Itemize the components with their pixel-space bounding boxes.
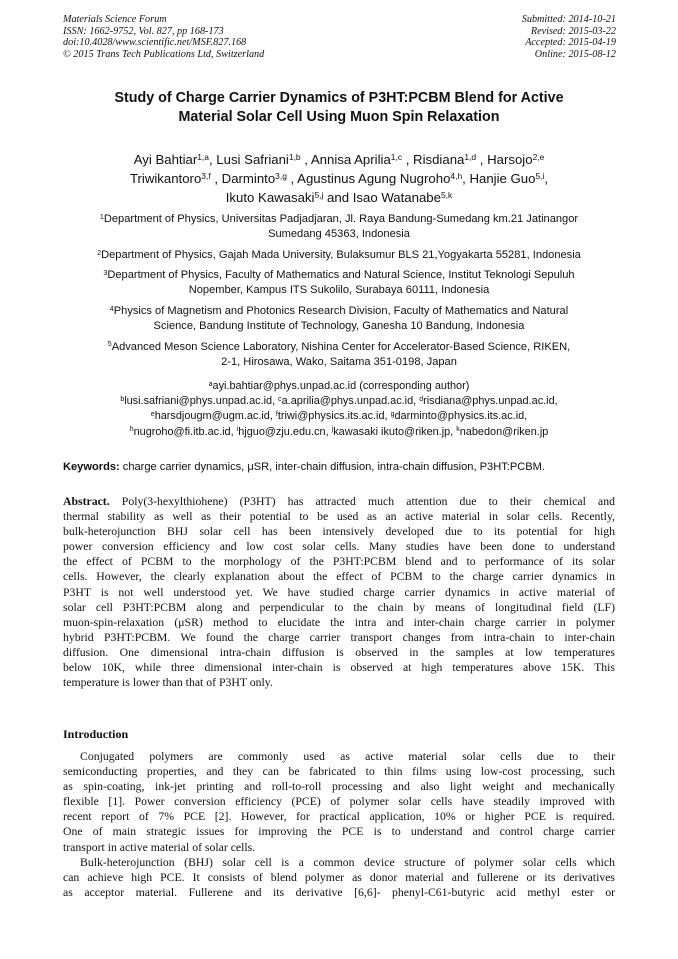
affiliation-number: 3 [103, 269, 108, 278]
affiliation-line: Nopember, Kampus ITS Sukolilo, Surabaya 60111, Indonesia [188, 284, 490, 297]
author-name: Hanjie Guo [469, 171, 536, 186]
author-name: Risdiana [413, 152, 465, 167]
body-line: recent report of 7% PCE [2]. However, for practical application, 10% or higher PCE is required. [63, 810, 615, 824]
author-name: Agustinus Agung Nugroho [297, 171, 451, 186]
email-tag: e [150, 411, 155, 419]
body-line: as acceptor material. Fullerene and its derivative [6,6]- phenyl-C61-butyric acid methyl ester or [63, 885, 615, 899]
affiliation-number: 2 [97, 248, 102, 257]
author-affil-mark: 1,c [390, 152, 403, 163]
author-affil-mark: 4,h [450, 171, 463, 182]
author-separator: , [300, 152, 311, 167]
email-tag: i [236, 426, 239, 434]
email-address: nabedon@riken.jp [459, 425, 549, 438]
author-name: Triwikantoro [129, 171, 202, 186]
abstract-line: bulk-heterojunction BHJ solar cell has been intensively developed due to its potential for high [63, 525, 615, 539]
author-name: Lusi Safriani [216, 152, 289, 167]
email-address: darminto@physics.its.ac.id, [394, 410, 528, 423]
affiliation-line: 2-1, Hirosawa, Wako, Saitama 351-0198, Japan [221, 355, 457, 368]
email-line [55, 394, 623, 409]
affiliation-5 [55, 340, 623, 370]
abstract-line: diffusion. One dimensional intra-chain diffusion is observed in the samples at low temperatures [63, 645, 615, 659]
affiliation-2 [55, 248, 623, 263]
date-online: Online: 2015-08-12 [534, 48, 616, 60]
author-emails [55, 379, 623, 440]
abstract-line: solar cell P3HT:PCBM along and perpendicular to the chain by means of longitudinal field (LF) [63, 600, 615, 614]
email-tag: f [275, 411, 278, 419]
email-line [55, 425, 623, 440]
abstract [63, 494, 615, 690]
affiliation-text: Physics of Magnetism and Photonics Research Division, Faculty of Mathematics and Natural [113, 304, 569, 317]
affiliation-text: Department of Physics, Gajah Mada University, Bulaksumur BLS 21,Yogyakarta 55281, Indonesia [101, 248, 581, 261]
author-row [40, 169, 638, 188]
affiliation-number: 4 [109, 304, 114, 313]
affiliation-line [55, 268, 623, 283]
email-address: harsdjougm@ugm.ac.id, [154, 410, 276, 423]
journal-doi: doi:10.4028/www.scientific.net/MSF.827.168 [63, 37, 247, 49]
affiliation-4 [55, 304, 623, 334]
abstract-line: thermal stability as well as their potential to be used as an active material in solar cells. Recently, [63, 510, 615, 524]
date-revised: Revised: 2015-03-22 [530, 25, 616, 37]
title-line: Study of Charge Carrier Dynamics of P3HT:PCBM Blend for Active [114, 90, 564, 106]
author-affil-mark: 5,j [314, 190, 324, 201]
body-line: flexible [1]. Power conversion efficiency (PCE) of polymer solar cells have steadily improved with [63, 795, 615, 809]
body-line: Bulk-heterojunction (BHJ) solar cell is a common device structure of polymer solar cells which [80, 855, 615, 869]
author-affil-mark: 5,i [535, 171, 545, 182]
email-address: risdiana@phys.unpad.ac.id, [423, 395, 558, 408]
email-tag: h [129, 426, 134, 434]
author-affil-mark: 5,k [440, 190, 453, 201]
author-separator: , [462, 171, 470, 186]
body-line: semiconducting properties, and they can be fabricated to thin films using low-cost processing, such [63, 765, 615, 779]
email-address: ayi.bahtiar@phys.unpad.ac.id (corresponding author) [212, 380, 470, 392]
journal-issn: ISSN: 1662-9752, Vol. 827, pp 168-173 [63, 25, 224, 37]
email-tag: k [456, 426, 460, 434]
abstract-line: P3HT is not well understood yet. We have studied charge carrier dynamics in active material of [63, 585, 615, 599]
affiliation-3 [55, 268, 623, 298]
author-separator: and [323, 190, 353, 205]
body-line: One of main strategic issues for improving the PCE is to understand and control charge carrier [63, 825, 615, 839]
email-line [55, 379, 623, 394]
author-affil-mark: 2,e [532, 152, 545, 163]
title-line: Material Solar Cell Using Muon Spin Relaxation [178, 109, 500, 125]
author-affil-mark: 1,a [197, 152, 209, 163]
author-name: Isao Watanabe [352, 190, 441, 205]
affiliation-line [55, 340, 623, 355]
affiliation-number: 1 [99, 212, 104, 221]
email-address: kawasaki ikuto@riken.jp, [333, 425, 457, 438]
abstract-line: hybrid P3HT:PCBM. We found the charge carrier transport changes from intra-chain to inter-chain [63, 630, 615, 644]
affiliation-line [55, 248, 623, 263]
submission-dates [522, 14, 616, 60]
abstract-line: muon-spin-relaxation (μSR) method to elucidate the intra and inter-chain charge carrier in polymer [63, 615, 615, 629]
author-name: Ikuto Kawasaki [225, 190, 315, 205]
body-line: can achieve high PCE. It consists of blend polymer as donor material and fullerene or its derivatives [63, 870, 615, 884]
abstract-line: below 10K, while three dimensional inter-chain is observed at high temperatures above 15K. This [63, 661, 615, 675]
journal-info [63, 14, 264, 60]
email-address: triwi@physics.its.ac.id, [277, 410, 391, 423]
author-affil-mark: 3,g [275, 171, 287, 182]
abstract-label: Abstract. [63, 495, 110, 508]
author-row [40, 188, 638, 207]
author-separator: , [402, 152, 414, 167]
email-tag: b [120, 396, 125, 404]
abstract-line: power conversion efficiency and low cost solar cells. Many studies have been done to understand [63, 540, 615, 554]
email-tag: j [331, 426, 334, 434]
body-line: transport in active material of solar cells. [63, 840, 256, 854]
affiliation-text: Advanced Meson Science Laboratory, Nishina Center for Accelerator-Based Science, RIKEN, [111, 340, 571, 353]
abstract-line: temperature is lower than that of P3HT only. [63, 676, 273, 690]
body-line: as spin-coating, ink-jet printing and roll-to-roll processing and also light weight and mechanically [63, 780, 615, 794]
email-line [55, 409, 623, 424]
abstract-line: the effect of PCBM to the morphology of the P3HT:PCBM blend and to performance of its solar [63, 555, 615, 569]
email-address: hjguo@zju.edu.cn, [238, 425, 332, 438]
abstract-line [63, 494, 615, 509]
abstract-text: Poly(3-hexylthiohene) (P3HT) has attracted much attention due to their chemical and [109, 495, 615, 508]
author-affil-mark: 1,b [288, 152, 301, 163]
introduction-body [63, 749, 615, 900]
author-separator: , [208, 152, 217, 167]
date-submitted: Submitted: 2014-10-21 [521, 14, 616, 25]
body-line: Conjugated polymers are commonly used as active material solar cells due to their [80, 750, 615, 763]
affiliation-line [55, 304, 623, 319]
author-affil-mark: 1,d [464, 152, 477, 163]
section-heading: Introduction [63, 727, 129, 741]
email-tag: c [278, 396, 282, 404]
affiliation-number: 5 [107, 340, 112, 349]
author-separator: , [286, 171, 298, 186]
keywords-text: charge carrier dynamics, μSR, inter-chain diffusion, intra-chain diffusion, P3HT:PCBM. [119, 461, 545, 473]
author-row [40, 150, 638, 169]
email-address: lusi.safriani@phys.unpad.ac.id, [124, 395, 279, 408]
journal-name: Materials Science Forum [63, 14, 167, 25]
affiliation-text: Department of Physics, Universitas Padjadjaran, Jl. Raya Bandung-Sumedang km.21 Jatinangor [103, 213, 579, 225]
abstract-line: cells. However, the clearly explanation about the effect of PCBM to the charge carrier dynamics in [63, 570, 615, 584]
journal-copyright: © 2015 Trans Tech Publications Ltd, Switzerland [63, 48, 265, 60]
date-accepted: Accepted: 2015-04-19 [525, 37, 616, 49]
affiliation-line: Science, Bandung Institute of Technology, Ganesha 10 Bandung, Indonesia [153, 320, 525, 333]
author-name: Annisa Aprilia [310, 152, 391, 167]
author-name: Ayi Bahtiar [133, 152, 198, 167]
email-address: nugroho@fi.itb.ac.id, [133, 425, 237, 438]
affiliation-text: Department of Physics, Faculty of Mathematics and Natural Science, Institut Teknologi Sepuluh [107, 269, 575, 282]
affiliations [55, 212, 623, 375]
author-separator: , [544, 171, 549, 186]
affiliation-line: Sumedang 45363, Indonesia [268, 228, 410, 241]
author-affil-mark: 3,f [201, 171, 211, 182]
keywords-label: Keywords: [63, 461, 120, 473]
affiliation-1 [55, 212, 623, 242]
email-address: a.aprilia@phys.unpad.ac.id, [281, 395, 420, 408]
email-tag: g [390, 411, 395, 419]
email-tag: a [208, 380, 213, 388]
affiliation-line [55, 212, 623, 227]
email-tag: d [419, 396, 424, 404]
author-separator: , [210, 171, 222, 186]
paper-title [60, 89, 618, 127]
author-separator: , [476, 152, 488, 167]
author-name: Harsojo [487, 152, 533, 167]
author-list [40, 150, 638, 207]
keywords [63, 460, 623, 474]
author-name: Darminto [221, 171, 276, 186]
